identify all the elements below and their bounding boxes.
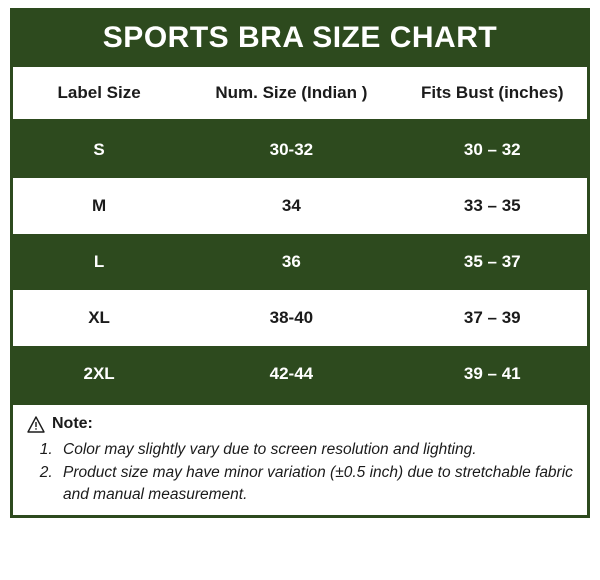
- cell-fits-bust: 37 – 39: [398, 290, 587, 346]
- cell-label-size: M: [13, 178, 185, 234]
- table-row: [13, 121, 587, 179]
- note-label: Note:: [52, 415, 93, 432]
- page-title: SPORTS BRA SIZE CHART: [13, 11, 587, 67]
- cell-fits-bust: 39 – 41: [398, 346, 587, 402]
- cell-label-size: 2XL: [13, 346, 185, 402]
- cell-num-size: 30-32: [185, 121, 397, 179]
- note-list: [27, 439, 573, 505]
- table-row: [13, 178, 587, 234]
- cell-label-size: XL: [13, 290, 185, 346]
- note-section: [13, 402, 587, 515]
- list-item: 2. Product size may have minor variation (±0.5 inch) due to stretchable fabric and manual measurement.: [57, 462, 573, 505]
- size-chart-table: [13, 67, 587, 402]
- column-header-label-size: Label Size: [13, 67, 185, 121]
- cell-num-size: 38-40: [185, 290, 397, 346]
- cell-label-size: S: [13, 121, 185, 179]
- list-item: 1. Color may slightly vary due to screen resolution and lighting.: [57, 439, 573, 460]
- note-heading: [27, 415, 573, 433]
- cell-label-size: L: [13, 234, 185, 290]
- table-row: [13, 346, 587, 402]
- table-header-row: [13, 67, 587, 121]
- cell-fits-bust: 35 – 37: [398, 234, 587, 290]
- table-row: [13, 290, 587, 346]
- column-header-num-size: Num. Size (Indian ): [185, 67, 397, 121]
- cell-num-size: 34: [185, 178, 397, 234]
- size-chart-card: [10, 8, 590, 518]
- warning-triangle-icon: [27, 416, 45, 433]
- column-header-fits-bust: Fits Bust (inches): [398, 67, 587, 121]
- table-row: [13, 234, 587, 290]
- cell-num-size: 42-44: [185, 346, 397, 402]
- cell-num-size: 36: [185, 234, 397, 290]
- cell-fits-bust: 33 – 35: [398, 178, 587, 234]
- cell-fits-bust: 30 – 32: [398, 121, 587, 179]
